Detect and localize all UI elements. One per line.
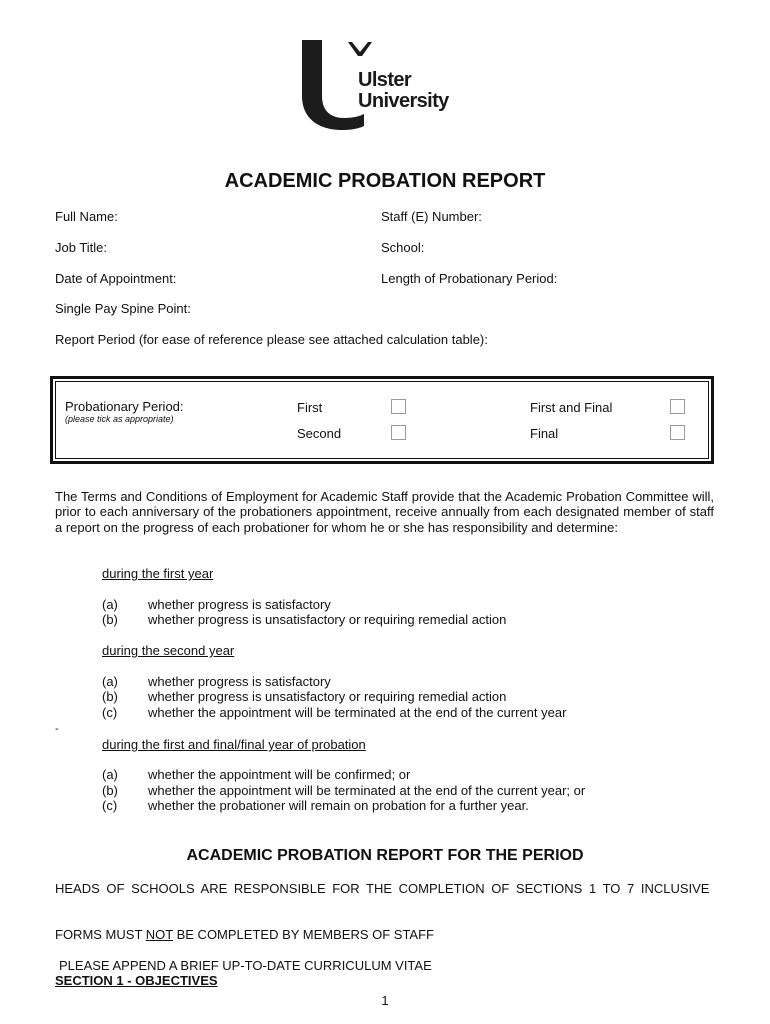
append-cv-note: PLEASE APPEND A BRIEF UP-TO-DATE CURRICULUM VITAE (59, 958, 432, 973)
final-year-heading: during the first and final/final year of probation (102, 737, 366, 752)
final-year-marker-c: (c) (102, 798, 118, 813)
option-second-label: Second (297, 426, 342, 441)
final-year-item-a: whether the appointment will be confirmed; or (148, 767, 411, 782)
second-year-item-a: whether progress is satisfactory (148, 674, 331, 689)
date-of-appointment-label: Date of Appointment: (55, 271, 177, 286)
intro-paragraph: The Terms and Conditions of Employment for Academic Staff provide that the Academic Probation Committee will, prior to each anniversary of the probationers appointment, receive annually from each designated member of staff a report on the progress of each probationer for whom he or she has responsibility and determine: (55, 489, 714, 535)
final-year-item-c: whether the probationer will remain on probation for a further year. (148, 798, 529, 813)
report-period-heading: ACADEMIC PROBATION REPORT FOR THE PERIOD (186, 847, 584, 864)
forms-note-before: FORMS MUST (55, 927, 146, 942)
logo-wordmark (358, 70, 449, 112)
first-year-marker-b: (b) (102, 612, 118, 627)
option-final-label: Final (530, 426, 559, 441)
checkbox-final[interactable] (670, 425, 685, 440)
first-year-marker-a: (a) (102, 597, 118, 612)
checkbox-second[interactable] (391, 425, 406, 440)
page-number: 1 (381, 993, 389, 1008)
page-title: ACADEMIC PROBATION REPORT (224, 170, 546, 192)
first-year-heading: during the first year (102, 566, 214, 581)
option-first-and-final-label: First and Final (530, 400, 613, 415)
staff-number-label: Staff (E) Number: (381, 209, 482, 224)
checkbox-first-and-final[interactable] (670, 399, 685, 414)
job-title-label: Job Title: (55, 240, 108, 255)
final-year-item-b: whether the appointment will be terminated at the end of the current year; or (148, 783, 586, 798)
logo-line-2: University (358, 90, 449, 112)
second-year-heading: during the second year (102, 643, 235, 658)
first-year-item-a: whether progress is satisfactory (148, 597, 331, 612)
second-year-marker-a: (a) (102, 674, 118, 689)
full-name-label: Full Name: (55, 209, 118, 224)
forms-note-after: BE COMPLETED BY MEMBERS OF STAFF (172, 927, 434, 942)
final-year-marker-b: (b) (102, 783, 118, 798)
forms-must-not-note (55, 927, 714, 942)
checkbox-first[interactable] (391, 399, 406, 414)
stray-mark: - (55, 723, 59, 735)
probation-period-label: Probationary Period: (65, 399, 184, 414)
final-year-marker-a: (a) (102, 767, 118, 782)
second-year-item-b: whether progress is unsatisfactory or requiring remedial action (148, 689, 507, 704)
section-1-heading: SECTION 1 - OBJECTIVES (55, 973, 218, 988)
first-year-item-b: whether progress is unsatisfactory or requiring remedial action (148, 612, 507, 627)
logo-line-1: Ulster (358, 69, 412, 91)
report-period-label: Report Period (for ease of reference please see attached calculation table): (55, 332, 488, 347)
second-year-marker-c: (c) (102, 705, 118, 720)
heads-of-schools-note: HEADS OF SCHOOLS ARE RESPONSIBLE FOR THE COMPLETION OF SECTIONS 1 TO 7 INCLUSIVE (55, 881, 710, 896)
forms-note-emphasis: NOT (145, 927, 173, 942)
option-first-label: First (297, 400, 323, 415)
probationary-length-label: Length of Probationary Period: (381, 271, 558, 286)
pay-spine-point-label: Single Pay Spine Point: (55, 301, 191, 316)
second-year-marker-b: (b) (102, 689, 118, 704)
tick-hint: (please tick as appropriate) (65, 414, 174, 424)
school-label: School: (381, 240, 425, 255)
second-year-item-c: whether the appointment will be terminated at the end of the current year (148, 705, 567, 720)
